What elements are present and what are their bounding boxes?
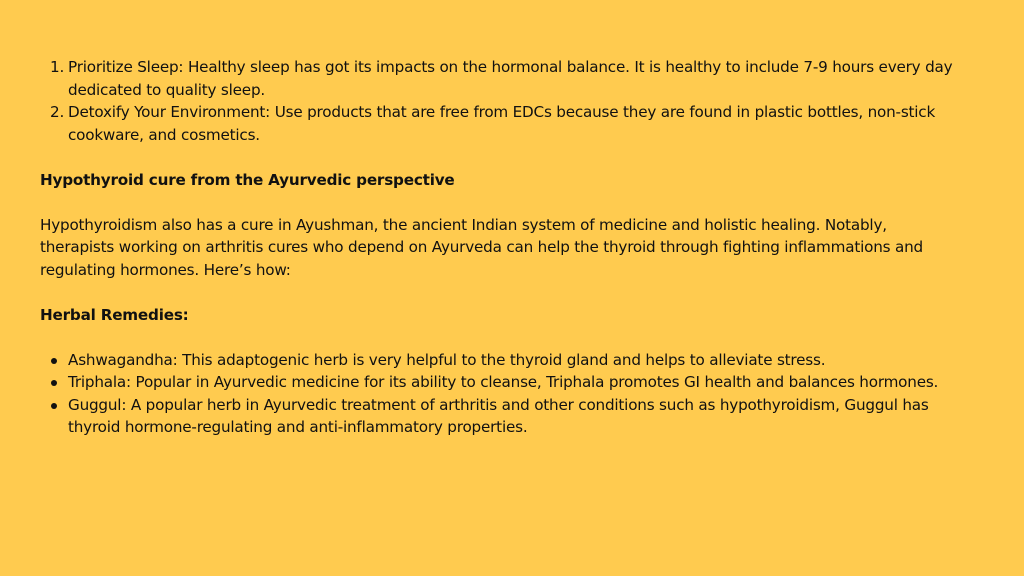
list-item — [40, 56, 954, 101]
remedies-list — [40, 349, 954, 439]
list-item-text: Prioritize Sleep: Healthy sleep has got its impacts on the hormonal balance. It is healthy to include 7-9 hours every day dedicated to quality sleep. — [68, 58, 953, 99]
list-item-text: Triphala: Popular in Ayurvedic medicine for its ability to cleanse, Triphala promotes GI health and balances hormones. — [68, 373, 939, 391]
tips-list — [40, 56, 954, 146]
remedies-heading: Herbal Remedies: — [40, 305, 189, 324]
list-item — [40, 101, 954, 146]
intro-paragraph: Hypothyroidism also has a cure in Ayushman, the ancient Indian system of medicine and holistic healing. Notably, therapists working on arthritis cures who depend on Ayurveda can help the thyroid through fighting inflammations and regulating hormones. Here’s how: — [40, 215, 923, 279]
list-item-text: Guggul: A popular herb in Ayurvedic treatment of arthritis and other conditions such as hypothyroidism, Guggul has thyroid hormone-regulating and anti-inflammatory properties. — [68, 395, 929, 436]
list-item-text: Ashwagandha: This adaptogenic herb is very helpful to the thyroid gland and helps to alleviate stress. — [68, 350, 826, 369]
list-number: 1. — [50, 58, 65, 76]
list-item — [40, 394, 954, 439]
list-item-text: Detoxify Your Environment: Use products that are free from EDCs because they are found in plastic bottles, non-stick cookware, and cosmetics. — [68, 103, 936, 144]
list-item — [40, 349, 954, 372]
section-heading: Hypothyroid cure from the Ayurvedic perspective — [40, 170, 455, 189]
bullet-icon — [51, 358, 57, 364]
bullet-icon — [51, 403, 57, 409]
bullet-icon — [51, 380, 57, 386]
list-item — [40, 371, 954, 394]
list-number: 2. — [50, 103, 65, 121]
